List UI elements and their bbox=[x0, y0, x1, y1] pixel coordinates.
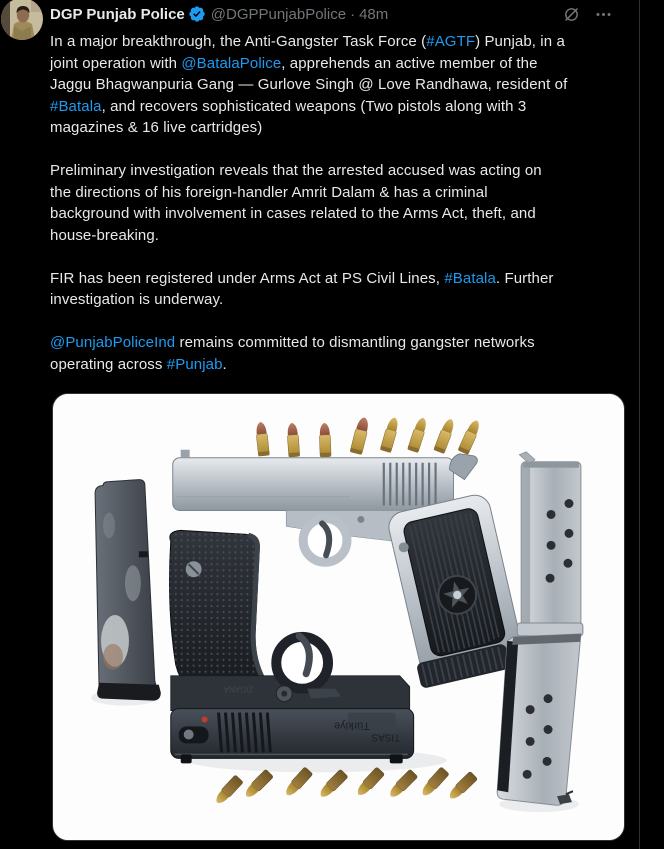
engraving-zigana: ZIGANA bbox=[223, 684, 254, 694]
tweet-link[interactable]: #Batala bbox=[444, 269, 496, 287]
tweet-text-segment: ) Punjab, in a bbox=[475, 33, 565, 50]
tweet-text-segment: Preliminary investigation reveals that the arrested accused was acting on bbox=[50, 162, 542, 179]
tweet-photo[interactable] bbox=[52, 393, 625, 841]
tweet-text-segment: . Further bbox=[495, 269, 554, 287]
avatar[interactable] bbox=[1, 0, 43, 40]
tweet-link[interactable]: #AGTF bbox=[426, 33, 476, 50]
tweet-text-segment: operating across bbox=[50, 355, 167, 373]
tweet-paragraph bbox=[50, 332, 629, 375]
tweet-header bbox=[50, 3, 629, 25]
grok-button[interactable] bbox=[561, 4, 581, 24]
tweet-paragraph bbox=[50, 31, 629, 139]
tweet-text-segment: . bbox=[222, 355, 227, 373]
tweet-text-segment: magazines & 16 live cartridges) bbox=[50, 119, 263, 136]
timestamp: 48m bbox=[359, 5, 389, 23]
tweet-text bbox=[50, 31, 629, 375]
tweet-text-segment: joint operation with bbox=[50, 54, 182, 72]
more-button[interactable] bbox=[593, 4, 613, 24]
display-name[interactable]: DGP Punjab Police bbox=[50, 5, 185, 23]
ellipsis-icon bbox=[594, 5, 613, 24]
tweet-content bbox=[50, 3, 629, 841]
tweet-text-segment: the directions of his foreign-handler Amrit Dalam & has a criminal bbox=[50, 183, 488, 201]
tweet-text-segment: , and recovers sophisticated weapons (Two pistols along with 3 bbox=[101, 97, 527, 115]
grok-slash-icon bbox=[562, 5, 581, 24]
weapons-photo bbox=[53, 394, 624, 840]
tweet-text-segment: background with involvement in cases related to the Arms Act, theft, and bbox=[50, 205, 536, 222]
tweet-link[interactable]: #Batala bbox=[50, 97, 102, 115]
tweet-text-segment: house-breaking. bbox=[50, 226, 160, 244]
tweet-text-segment: remains committed to dismantling gangster networks bbox=[175, 334, 535, 351]
tweet-paragraph bbox=[50, 268, 629, 311]
handle: @DGPPunjabPolice bbox=[210, 5, 347, 23]
engraving-turkiye: Türkiye bbox=[334, 719, 370, 732]
tweet-text-segment: Jaggu Bhagwanpuria Gang — Gurlove Singh @ Love Randhawa, resident of bbox=[50, 76, 568, 93]
tweet-text-segment: In a major breakthrough, the Anti-Gangster Task Force ( bbox=[50, 33, 427, 50]
column-divider bbox=[639, 0, 640, 849]
engraving-tisas: TISAS bbox=[371, 731, 401, 743]
tweet-link[interactable]: @PunjabPoliceInd bbox=[50, 334, 176, 351]
tweet-text-segment: investigation is underway. bbox=[50, 291, 224, 308]
tweet-text-segment: , apprehends an active member of the bbox=[281, 54, 538, 72]
separator-dot: · bbox=[350, 5, 356, 23]
tweet-link[interactable]: #Punjab bbox=[166, 355, 223, 373]
handle-group[interactable] bbox=[211, 6, 388, 23]
avatar-photo bbox=[1, 0, 43, 40]
verified-badge-icon bbox=[188, 5, 206, 23]
tweet-link[interactable]: @BatalaPolice bbox=[181, 54, 282, 72]
header-actions bbox=[561, 4, 629, 24]
magazine-right-top bbox=[517, 452, 583, 636]
tweet-paragraph bbox=[50, 160, 629, 246]
tweet-text-segment: FIR has been registered under Arms Act at PS Civil Lines, bbox=[50, 269, 445, 287]
